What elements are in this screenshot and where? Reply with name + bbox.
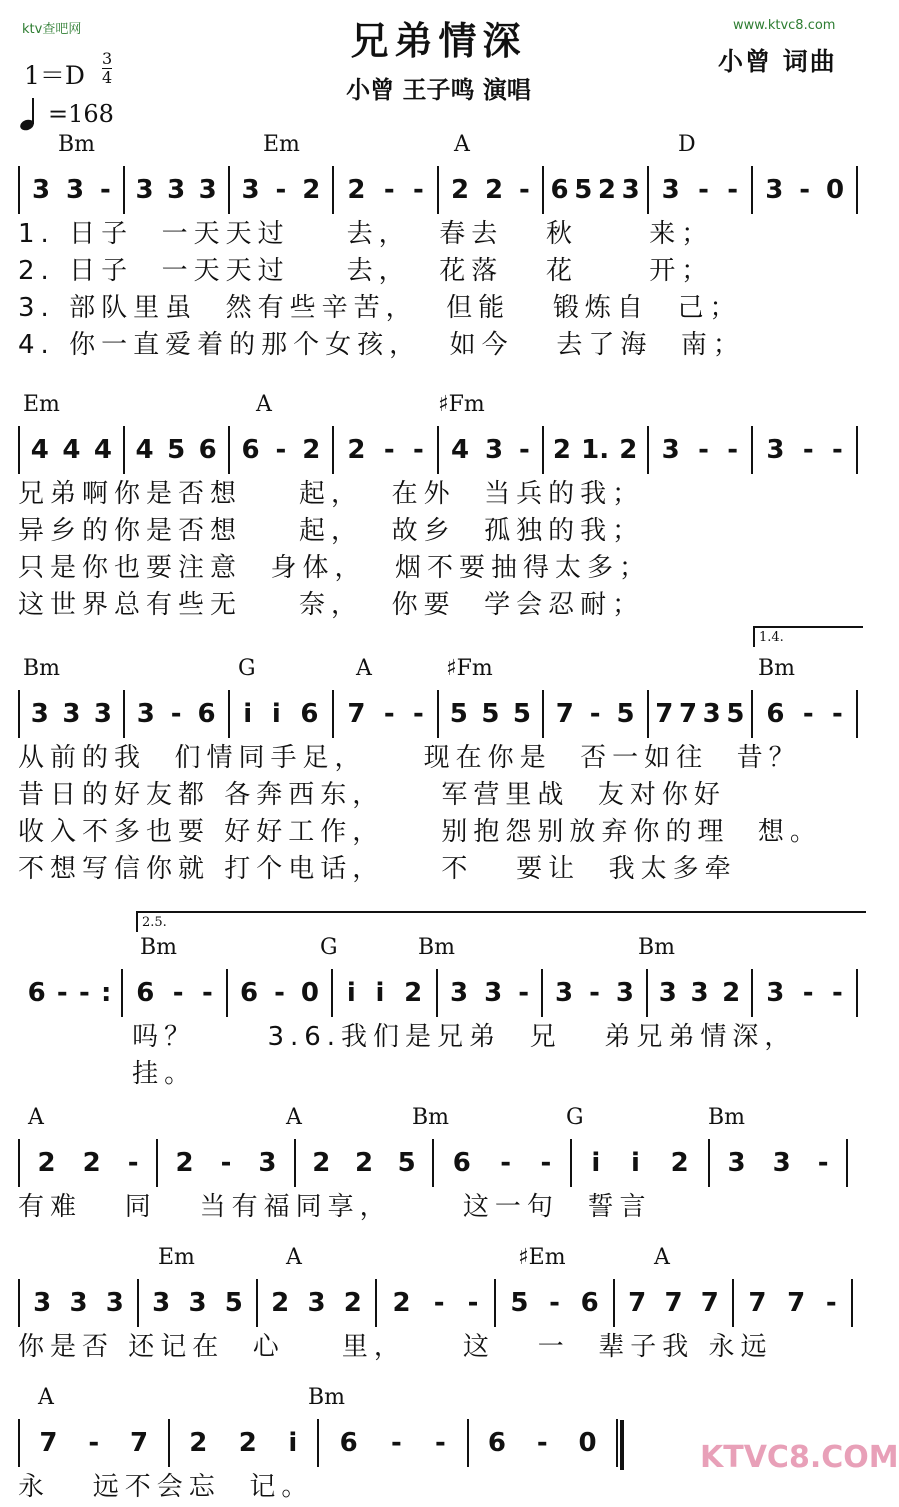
note: 3 xyxy=(450,978,469,1008)
note: - xyxy=(589,699,601,729)
note: - xyxy=(390,1428,402,1458)
note: - xyxy=(589,978,600,1008)
note: 0 xyxy=(825,175,845,205)
note: 2 xyxy=(343,1288,362,1318)
chord-label: Bm xyxy=(308,1385,346,1410)
note: 5 xyxy=(510,1288,529,1318)
note: 3 xyxy=(766,978,785,1008)
measure xyxy=(333,969,438,1017)
notes-row xyxy=(18,164,858,216)
note: 3 xyxy=(484,978,503,1008)
chord-row xyxy=(18,656,858,688)
note: 3 xyxy=(727,1148,746,1178)
measure xyxy=(258,1279,377,1327)
note: 6 xyxy=(241,435,260,465)
staff-system xyxy=(18,1105,858,1226)
note: 2 xyxy=(597,175,617,205)
note: 7 xyxy=(347,699,366,729)
note: 3 xyxy=(30,699,49,729)
note: 7 xyxy=(664,1288,683,1318)
note: 7 xyxy=(555,699,574,729)
key-signature: 1＝D xyxy=(24,61,85,90)
measure xyxy=(649,166,754,214)
measure xyxy=(18,166,125,214)
chord-label: Bm xyxy=(638,935,676,960)
note: 7 xyxy=(700,1288,719,1318)
chord-label: ♯Fm xyxy=(438,392,485,417)
note: 3 xyxy=(31,175,51,205)
note: - xyxy=(170,699,182,729)
chord-label: G xyxy=(238,656,256,681)
measure xyxy=(18,1279,139,1327)
notes-row xyxy=(18,424,858,476)
note: 6 xyxy=(197,699,216,729)
lyric-line: 4. 你一直爱着的那个女孩， 如今 去了海 南； xyxy=(18,330,745,360)
chord-row xyxy=(18,392,858,424)
measure xyxy=(18,426,125,474)
note: - xyxy=(831,978,843,1008)
measure xyxy=(648,969,753,1017)
measure xyxy=(439,690,544,738)
measure xyxy=(125,426,230,474)
measure xyxy=(544,426,649,474)
note: 6 xyxy=(136,978,155,1008)
measure xyxy=(230,690,335,738)
note: - xyxy=(220,1148,232,1178)
note: - xyxy=(172,978,184,1008)
note: - xyxy=(274,978,285,1008)
note: 3 xyxy=(152,1288,171,1318)
staff-system xyxy=(18,132,858,364)
note: 0 xyxy=(300,978,319,1008)
note: i xyxy=(630,1148,640,1178)
measure xyxy=(158,1139,296,1187)
note: 5 xyxy=(616,699,635,729)
note: 4 xyxy=(93,435,112,465)
note: 3 xyxy=(105,1288,124,1318)
note: 6 xyxy=(487,1428,506,1458)
note: 2 xyxy=(302,175,321,205)
note: 3 xyxy=(167,175,186,205)
note: - xyxy=(413,435,424,465)
chord-label: Em xyxy=(263,132,300,157)
note: - xyxy=(413,175,424,205)
chord-row xyxy=(18,132,858,164)
note: 6 xyxy=(27,978,46,1008)
note: 3 xyxy=(765,175,784,205)
note: 3 xyxy=(615,978,634,1008)
time-sig-top: 3 xyxy=(102,49,113,68)
measure xyxy=(125,690,230,738)
note: 5 xyxy=(512,699,531,729)
measure xyxy=(319,1419,469,1467)
measure xyxy=(572,1139,710,1187)
note: 2 xyxy=(37,1148,56,1178)
measure xyxy=(649,690,754,738)
measure xyxy=(753,166,858,214)
chord-label: A xyxy=(356,656,372,681)
chord-label: ♯Fm xyxy=(446,656,493,681)
performers: 小曾 王子鸣 演唱 xyxy=(346,76,531,104)
note: 3 xyxy=(65,175,85,205)
note: 4 xyxy=(135,435,154,465)
lyric-line: 昔日的好友都 各奔西东， 军营里战 友对你好 xyxy=(18,780,726,810)
note: 3 xyxy=(621,175,640,205)
chord-row xyxy=(18,1105,858,1137)
lyrics-block xyxy=(18,740,858,888)
time-sig-bottom: 4 xyxy=(102,68,113,87)
credit: 小曾 词曲 xyxy=(718,47,837,76)
note: - xyxy=(383,699,395,729)
measure xyxy=(170,1419,320,1467)
note: 3 xyxy=(766,435,785,465)
note: 2 xyxy=(619,435,638,465)
note: 3 xyxy=(69,1288,88,1318)
lyric-line: 你是否 还记在 心 里， 这 一 辈子我 永远 xyxy=(18,1332,773,1362)
chord-label: ♯Em xyxy=(518,1245,566,1270)
chord-label: A xyxy=(454,132,470,157)
chord-label: A xyxy=(654,1245,670,1270)
notes-row xyxy=(18,967,858,1019)
final-barline xyxy=(620,1420,624,1470)
measure xyxy=(544,690,649,738)
note: 4 xyxy=(30,435,49,465)
note: 6 xyxy=(300,699,319,729)
chord-label: Bm xyxy=(23,656,61,681)
note: 2 xyxy=(484,175,504,205)
chord-label: Bm xyxy=(758,656,796,681)
measure xyxy=(296,1139,434,1187)
chord-row xyxy=(18,1245,858,1277)
measure xyxy=(734,1279,853,1327)
staff-system xyxy=(18,630,858,888)
note: 5 xyxy=(449,699,468,729)
note: 2 xyxy=(354,1148,374,1178)
measure xyxy=(18,969,123,1017)
chord-label: Bm xyxy=(708,1105,746,1130)
staff-system xyxy=(18,1245,858,1366)
chord-label: Em xyxy=(158,1245,195,1270)
note: i xyxy=(375,978,385,1008)
measure xyxy=(139,1279,258,1327)
lyric-line: 有难 同 当有福同享， 这一句 誓言 xyxy=(18,1192,652,1222)
lyrics-block xyxy=(18,1329,858,1366)
lyric-line: 3. 部队里虽 然有些辛苦， 但能 锻炼自 己； xyxy=(18,293,742,323)
measure xyxy=(434,1139,572,1187)
note: 2 xyxy=(189,1428,208,1458)
note: - xyxy=(817,1148,829,1178)
lyric-line: 不想写信你就 打个电话， 不 要让 我太多牵 xyxy=(18,854,737,884)
measure xyxy=(753,690,858,738)
watermark-right: www.ktvc8.com xyxy=(733,18,836,33)
note: - xyxy=(275,175,287,205)
chord-label: G xyxy=(320,935,338,960)
tempo: =168 xyxy=(48,100,114,128)
note: - xyxy=(433,1288,445,1318)
measure xyxy=(228,969,333,1017)
measure xyxy=(123,969,228,1017)
site-logo: KTVC8.COM xyxy=(700,1440,899,1475)
note: 3 xyxy=(62,699,81,729)
note: - xyxy=(727,175,739,205)
note: 4 xyxy=(450,435,470,465)
lyric-line: 永 远不会忘 记。 xyxy=(18,1472,314,1502)
note: - xyxy=(383,175,395,205)
note: 3 xyxy=(555,978,574,1008)
measure xyxy=(439,426,544,474)
note: 3 xyxy=(484,435,504,465)
note: 3 xyxy=(188,1288,207,1318)
note: 2 xyxy=(670,1148,689,1178)
lyric-line: 2. 日子 一天天过 去， 花落 花 开； xyxy=(18,256,714,286)
lyric-line: 吗？ 3.6.我们是兄弟 兄 弟兄弟情深， xyxy=(18,1022,797,1052)
note: 6 xyxy=(339,1428,358,1458)
note: - xyxy=(799,175,811,205)
measure xyxy=(649,426,754,474)
note: - xyxy=(540,1148,552,1178)
staff-system xyxy=(18,392,858,624)
note: 6 xyxy=(452,1148,471,1178)
note: 2 xyxy=(392,1288,411,1318)
chord-label: A xyxy=(38,1385,54,1410)
measure xyxy=(377,1279,496,1327)
staff-system xyxy=(18,915,858,1093)
lyric-line: 挂。 xyxy=(18,1059,197,1089)
note: 7 xyxy=(628,1288,647,1318)
note: 3 xyxy=(241,175,260,205)
lyric-line: 只是你也要注意 身体， 烟不要抽得太多； xyxy=(18,553,652,583)
note: 6 xyxy=(198,435,217,465)
chord-label: G xyxy=(566,1105,584,1130)
note: 5 xyxy=(481,699,500,729)
note: - xyxy=(435,1428,446,1458)
note: 5 xyxy=(574,175,593,205)
notes-row xyxy=(18,1137,848,1189)
note: i xyxy=(346,978,356,1008)
note: - xyxy=(383,435,395,465)
lyrics-block xyxy=(18,476,858,624)
note: 2 xyxy=(722,978,741,1008)
note: 3 xyxy=(702,699,721,729)
note: 2 xyxy=(271,1288,290,1318)
note: 2 xyxy=(347,435,366,465)
chord-label: Bm xyxy=(412,1105,450,1130)
measure xyxy=(18,1139,158,1187)
note: 6 xyxy=(240,978,259,1008)
note: 3 xyxy=(690,978,709,1008)
lyric-line: 这世界总有些无 奈， 你要 学会忍耐； xyxy=(18,590,645,620)
note: 3 xyxy=(136,699,155,729)
chord-label: Bm xyxy=(58,132,96,157)
lyric-line: 从前的我 们情同手足， 现在你是 否一如往 昔？ xyxy=(18,743,801,773)
note: - xyxy=(802,435,814,465)
note: 4 xyxy=(62,435,81,465)
note: 3 xyxy=(198,175,217,205)
chord-label: D xyxy=(678,132,696,157)
measure xyxy=(125,166,230,214)
note: 5 xyxy=(167,435,186,465)
note: - xyxy=(78,978,90,1008)
time-signature xyxy=(102,50,112,87)
quarter-note-stem xyxy=(32,98,34,124)
measure xyxy=(544,166,649,214)
note: - xyxy=(802,699,814,729)
chord-label: Bm xyxy=(418,935,456,960)
note: 2 xyxy=(552,435,571,465)
measure xyxy=(710,1139,848,1187)
measure xyxy=(334,166,439,214)
note: - xyxy=(467,1288,479,1318)
chord-label: Bm xyxy=(140,935,178,960)
lyric-line: 异乡的你是否想 起， 故乡 孤独的我； xyxy=(18,516,645,546)
note: 3 xyxy=(258,1148,277,1178)
note: - xyxy=(99,175,111,205)
note: 2 xyxy=(312,1148,331,1178)
note: 3 xyxy=(33,1288,52,1318)
note: - xyxy=(832,699,843,729)
note: 3 xyxy=(307,1288,326,1318)
measure xyxy=(496,1279,615,1327)
note: 7 xyxy=(748,1288,767,1318)
measure xyxy=(439,166,544,214)
note: 2 xyxy=(238,1428,257,1458)
notes-row xyxy=(18,1277,853,1329)
note: - xyxy=(500,1148,512,1178)
note: 2 xyxy=(302,435,321,465)
measure xyxy=(334,690,439,738)
note: 5 xyxy=(726,699,745,729)
note: 3 xyxy=(661,435,680,465)
note: - xyxy=(518,175,530,205)
note: 7 xyxy=(787,1288,806,1318)
measure xyxy=(753,426,858,474)
note: - xyxy=(275,435,287,465)
measure xyxy=(469,1419,619,1467)
note: - xyxy=(518,435,530,465)
note: - xyxy=(88,1428,100,1458)
note: - xyxy=(802,978,814,1008)
chord-row xyxy=(18,935,858,967)
note: 3 xyxy=(772,1148,791,1178)
note: : xyxy=(100,978,112,1008)
note: 3 xyxy=(135,175,154,205)
note: 2 xyxy=(347,175,366,205)
measure xyxy=(230,166,335,214)
note: - xyxy=(698,435,709,465)
note: 7 xyxy=(678,699,698,729)
watermark-left: ktv查吧网 xyxy=(22,22,82,37)
note: - xyxy=(825,1288,837,1318)
notes-row xyxy=(18,1417,618,1469)
note: - xyxy=(727,435,739,465)
note: 3 xyxy=(658,978,677,1008)
note: 5 xyxy=(224,1288,243,1318)
note: - xyxy=(536,1428,548,1458)
note: 6 xyxy=(550,175,569,205)
note: i xyxy=(243,699,253,729)
measure xyxy=(230,426,335,474)
lyrics-block xyxy=(18,1019,858,1093)
note: 2 xyxy=(450,175,470,205)
lyric-line: 兄弟啊你是否想 起， 在外 当兵的我； xyxy=(18,479,645,509)
note: 6 xyxy=(580,1288,599,1318)
chord-label: A xyxy=(28,1105,44,1130)
note: 3 xyxy=(93,699,112,729)
volta-bracket: 1.4. xyxy=(753,626,863,647)
volta-bracket: 2.5. xyxy=(136,911,866,932)
note: 3 xyxy=(661,175,680,205)
notes-row xyxy=(18,688,858,740)
note: - xyxy=(832,435,843,465)
note: 6 xyxy=(766,699,785,729)
note: 7 xyxy=(129,1428,149,1458)
note: i xyxy=(288,1428,298,1458)
measure xyxy=(438,969,543,1017)
note: i xyxy=(271,699,281,729)
note: - xyxy=(413,699,424,729)
note: 7 xyxy=(39,1428,58,1458)
note: - xyxy=(56,978,68,1008)
lyric-line: 1. 日子 一天天过 去， 春去 秋 来； xyxy=(18,219,714,249)
note: - xyxy=(201,978,213,1008)
note: 2 xyxy=(82,1148,101,1178)
note: - xyxy=(698,175,709,205)
chord-label: A xyxy=(256,392,272,417)
measure xyxy=(543,969,648,1017)
lyrics-block xyxy=(18,1189,858,1226)
note: 0 xyxy=(578,1428,597,1458)
note: i xyxy=(591,1148,601,1178)
lyrics-block xyxy=(18,216,858,364)
note: - xyxy=(518,978,529,1008)
chord-label: A xyxy=(286,1105,302,1130)
lyric-line: 收入不多也要 好好工作， 别抱怨别放弃你的理 想。 xyxy=(18,817,822,847)
measure xyxy=(615,1279,734,1327)
measure xyxy=(334,426,439,474)
measure xyxy=(753,969,858,1017)
note: 2 xyxy=(404,978,423,1008)
note: 2 xyxy=(175,1148,194,1178)
measure xyxy=(18,1419,170,1467)
note: - xyxy=(549,1288,560,1318)
note: 5 xyxy=(397,1148,416,1178)
chord-label: Em xyxy=(23,392,60,417)
chord-row xyxy=(18,1385,858,1417)
chord-label: A xyxy=(286,1245,302,1270)
note: - xyxy=(127,1148,139,1178)
note: 7 xyxy=(655,699,674,729)
song-title: 兄弟情深 xyxy=(350,19,527,63)
note: 1. xyxy=(581,435,610,465)
measure xyxy=(18,690,125,738)
